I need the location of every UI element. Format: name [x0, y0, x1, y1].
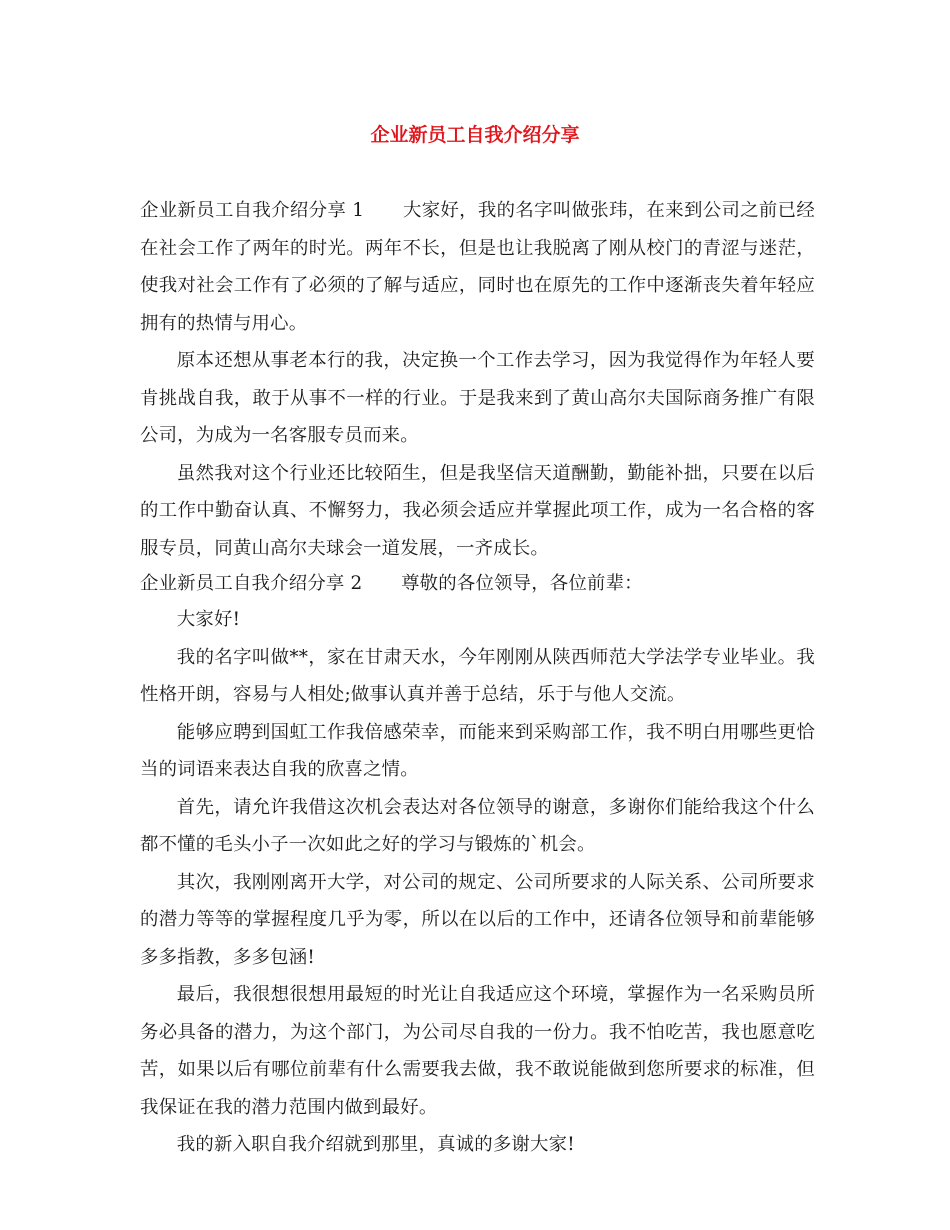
section-2-paragraph: 我的新入职自我介绍就到那里，真诚的多谢大家!	[176, 1134, 575, 1155]
section-1-heading: 企业新员工自我介绍分享 1	[140, 200, 365, 221]
section-2-lead: 尊敬的各位领导，各位前辈：	[401, 573, 643, 594]
section-2-paragraph: 首先，请允许我借这次机会表达对各位领导的谢意，多谢你们能给我这个什么都不懂的毛头小子一次如此之好的学习与锻炼的`机会。	[140, 796, 815, 855]
document-body	[140, 192, 815, 1164]
section-1-paragraph: 原本还想从事老本行的我，决定换一个工作去学习，因为我觉得作为年轻人要肯挑战自我，敢于从事不一样的行业。于是我来到了黄山高尔夫国际商务推广有限公司，为成为一名客服专员而来。	[140, 350, 815, 446]
section-2-paragraph: 我的名字叫做**，家在甘肃天水，今年刚刚从陕西师范大学法学专业毕业。我性格开朗，容易与人相处;做事认真并善于总结，乐于与他人交流。	[140, 646, 815, 705]
section-1-lead: 大家好，我的名字叫做张玮，在来到公司之前已经在社会工作了两年的时光。两年不长，但是也让我脱离了刚从校门的青涩与迷茫，使我对社会工作有了必须的了解与适应，同时也在原先的工作中逐渐丧失着年轻应拥有的热情与用心。	[140, 200, 815, 334]
section-2-paragraph: 能够应聘到国虹工作我倍感荣幸，而能来到采购部工作，我不明白用哪些更恰当的词语来表达自我的欣喜之情。	[140, 721, 815, 780]
section-2-paragraph: 其次，我刚刚离开大学，对公司的规定、公司所要求的人际关系、公司所要求的潜力等等的掌握程度几乎为零，所以在以后的工作中，还请各位领导和前辈能够多多指教，多多包涵!	[140, 871, 815, 968]
section-2-heading: 企业新员工自我介绍分享 2	[140, 573, 363, 594]
document-title: 企业新员工自我介绍分享	[370, 124, 580, 146]
section-2-paragraph: 最后，我很想很想用最短的时光让自我适应这个环境，掌握作为一名采购员所务必具备的潜力，为这个部门，为公司尽自我的一份力。我不怕吃苦，我也愿意吃苦，如果以后有哪位前辈有什么需要我去做，我不敢说能做到您所要求的标准，但我保证在我的潜力范围内做到最好。	[140, 984, 815, 1118]
section-1-paragraph: 虽然我对这个行业还比较陌生，但是我坚信天道酬勤，勤能补拙，只要在以后的工作中勤奋认真、不懈努力，我必须会适应并掌握此项工作，成为一名合格的客服专员，同黄山高尔夫球会一道发展，一齐成长。	[140, 462, 815, 559]
section-2-intro	[140, 567, 815, 601]
section-1-intro	[140, 192, 815, 342]
section-2-paragraph: 大家好!	[176, 609, 241, 630]
